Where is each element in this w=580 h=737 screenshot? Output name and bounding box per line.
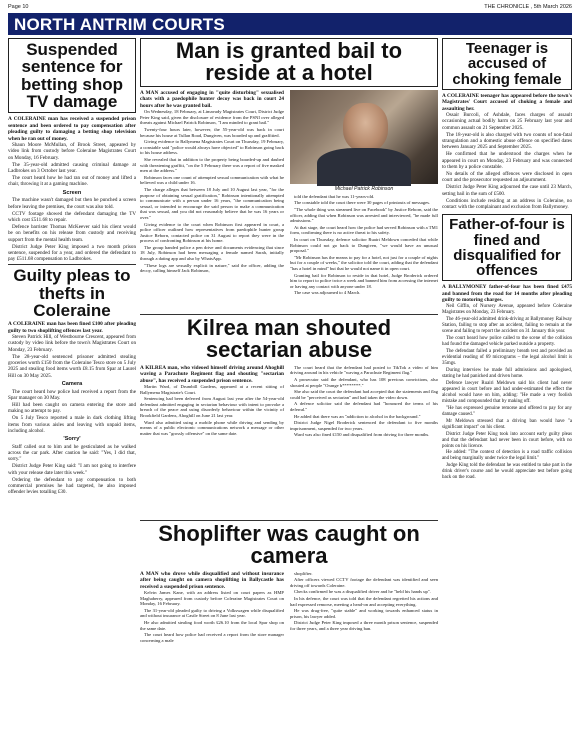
headline: Man is granted bail to reside at a hotel (175, 38, 403, 86)
article-body (290, 194, 438, 297)
paragraph: Kelvin James Kane, with an address listed on court papers as HMP Maghaberry, appeared from custody before Coleraine Magistrates Court on Monday, 16 February. (140, 589, 284, 607)
paragraph: The court heard how police had received a report from the Spar manager on 30 May. (8, 388, 136, 401)
paragraph: District Judge Peter King adjourned the case until 23 March, setting bail in the sum of £500. (442, 184, 572, 197)
paragraph: During interview he made full admissions and apologised, stating he had panicked and driven home. (442, 367, 572, 379)
paragraph: told the defendant that he was 11-years-old. (294, 193, 375, 199)
paragraph: After officers viewed CCTV footage the defendant was identified and seen driving off towards Coleraine. (290, 577, 438, 588)
paper-dateline: THE CHRONICLE , 5th March 2026 (484, 4, 572, 10)
standfirst-text: A COLERAINE man has been fined £100 after pleading guilty to two shoplifting offences last year. (8, 321, 136, 334)
paragraph: District Judge Peter King imposed a two month prison sentence, suspended for a year, and ordered the defendant to pay £511.68 compensation to Ladbrokes. (8, 243, 136, 263)
article-body (140, 109, 284, 274)
paragraph: A defence solicitor said the defendant had "honoured the terms of his deferral." (290, 401, 438, 412)
article-body (442, 304, 572, 482)
paragraph: "He has expressed genuine remorse and offered to pay for any damage caused." (442, 405, 572, 417)
divider (8, 264, 136, 265)
headline-box (442, 38, 572, 90)
paragraph: Ordering the defendant to pay compensation to both commercial premises he had targeted, he also imposed offender levies totalling £30. (8, 476, 136, 496)
paragraph: "These logs are sexually explicit in nature," said the officer, adding the decoy, calling himself Jack Robinson, (140, 262, 284, 274)
headline-box (140, 38, 438, 87)
headline: Guilty pleas to thefts in Coleraine (13, 266, 131, 321)
standfirst-text: A MAN who drove while disqualified and without insurance after being caught on camera shoplifting in Ballycastle has received a suspended prison sentence. (140, 570, 284, 590)
paragraph: The 35-year-old admitted causing criminal damage at Ladbrokes on 3 October last year. (8, 161, 136, 174)
paragraph: The court heard how police called to the scene of the collision had found the damaged vehicle parked outside a property. (442, 335, 572, 347)
paragraph: He added that there was an "addiction to alcohol in the background." (294, 413, 421, 419)
paragraph: Conditions include residing at an address in Coleraine, no contact with the complainant and exclusion from Ballymoney. (442, 197, 572, 211)
paragraph: He confirmed that he understood the charges when he appeared in court on Monday, 23 February and was connected to them by a police constable. (442, 151, 572, 170)
paragraph: Sentencing had been deferred from August last year after the 54-year-old defendant admitted engaging in sectarian behaviour with intent to provoke a breach of the peace and using disorderly behaviour within the vicinity of Brookfield Gardens, Ahoghill on June 21 last year. (140, 396, 284, 419)
standfirst (140, 571, 284, 590)
text-column (140, 90, 284, 275)
page-header (8, 2, 572, 12)
paragraph: Twenty-four hours later, however, the 55-year-old was back in court because his house at Tullan Road, Dungiven, was boarded up and graffitied. (140, 127, 284, 138)
subheading: Camera (61, 380, 83, 387)
paragraph: Granting bail for Robinson to reside in that hotel, Judge Broderick ordered him to report to police twice a week and banned him from accessing the internet or having any contact with anyone under 18. (290, 272, 438, 289)
paragraph: The defendant failed a preliminary breath test and provided an evidential reading of 69 micrograms – the legal alcohol limit is 35mgs. (442, 348, 572, 366)
subheading: 'Sorry' (63, 435, 81, 442)
paragraph: In his defence, the court was told that the defendant regretted his actions and had expressed remorse, meeting a head-on and accepting everything. (290, 596, 438, 607)
standfirst (442, 93, 572, 112)
text-column (140, 571, 284, 645)
standfirst (8, 116, 136, 142)
paragraph: Shaun Moore McMullan, of Brook Street, appeared by video link from custody before Coleraine Magistrates Court on Monday, 16 February. (8, 142, 136, 161)
paragraph: The constable told the court there were 30 pages of printouts of messages. (294, 200, 431, 206)
headline: Shoplifter was caught on camera (158, 520, 420, 569)
face-shape (343, 103, 387, 152)
paragraph: He also admitted stealing food worth £26.10 from the local Spar shop on the same date. (140, 619, 284, 631)
paragraph: Ward was also fined £150 and disqualified from driving for three months. (294, 432, 430, 438)
paragraph: Giving evidence to the court when Robinson first appeared in court, a police officer outlined how representatives from paedophile hunter group Justice Reborn, contacted police on 31 August to report they were in the process of confronting Robinson at his home. (140, 221, 284, 244)
page-number: Page 10 (8, 4, 29, 10)
text-column (140, 365, 284, 438)
paragraph: "Mr Robinson has the means to pay for a hotel, not just for a couple of nights but for a couple of weeks," the solicitor told the court, adding that the defendant "has a hotel in mind" but that he would not name it in open court. (290, 254, 438, 271)
paragraph: CCTV footage showed the defendant damaging the TV which cost £511.68 to repair. (8, 210, 136, 223)
standfirst (8, 321, 136, 334)
shirt-shape (317, 148, 412, 186)
paragraph: Steven Patrick Hill, of Westbourne Crescent, appeared from custody by video link before the town's Magistrates Court on Monday, 23 February. (8, 334, 136, 353)
article-body (140, 384, 284, 436)
standfirst (442, 284, 572, 303)
paragraph: The 31-year-old pleaded guilty to driving a Volkswagen while disqualified and without insurance at Castle Street on 8 June last year. (140, 607, 284, 619)
paragraph: The 18-year-old is also charged with two counts of non-fatal strangulation and a domestic abuse offence on specified dates between January 2025 and September 2025. (442, 131, 572, 151)
headline-box (8, 38, 136, 113)
standfirst-text: A MAN accused of engaging in "quite disturbing" sexualised chats with a paedophile hunter decoy was back in court 24 hours after he was granted bail. (140, 89, 284, 109)
paragraph: Staff called out to him and he gesticulated as he walked across the car park. After caution he said: "Yes, I did that, sorry." (8, 443, 136, 463)
article-block (140, 90, 438, 312)
standfirst-text: A COLERAINE teenager has appeared before the town's Magistrates' Court accused of choking a female and assaulting her. (442, 92, 572, 112)
paragraph: The 28-year-old sentenced prisoner admitted stealing groceries worth £150 from the Coleraine Tesco store on 5 July 2025 and stealing food items worth £8.15 from Spar at Laurel Hill on 30 May 2025. (8, 353, 136, 379)
paragraph: He added: "The context of detection is a road traffic collision and being marginally under twice the legal limit." (442, 450, 572, 462)
paragraph: District Judge Peter King imposed a three month prison sentence, suspended for three years, and a three year driving ban. (290, 620, 438, 631)
headline: Kilrea man shouted sectarian abuse (186, 314, 392, 363)
left-column (8, 38, 136, 732)
article-body (8, 142, 136, 262)
paragraph: Giving evidence to Ballymena Magistrates Court on Thursday, 19 February, a constable said "police would always have objected" to Robinson going back to his house address. (140, 139, 284, 156)
paragraph: Judge King told the defendant he was entitled to take part in the drink driver's course and he would appreciate test before going back on the road. (442, 463, 572, 481)
defendant-photo (290, 90, 438, 184)
section-banner (8, 13, 572, 35)
paragraph: District Judge Nigel Broderick sentenced the defendant to five months imprisonment, suspended for two years. (290, 420, 438, 431)
photo-caption: Michael Patrick Robinson (334, 185, 394, 192)
paragraph: Ward also admitted using a mobile phone while driving and sending by means of a public electronic communications network a message or other matter that was "grossly offensive" on the same date. (140, 419, 284, 436)
article-body (290, 365, 438, 439)
paragraph: The case was adjourned to 4 March. (294, 290, 361, 296)
article-block (140, 365, 438, 518)
section-title: NORTH ANTRIM COURTS (14, 15, 225, 34)
article-body (290, 571, 438, 633)
paragraph: Mr Meldown stressed that a driving ban would have "a significant impact" on his client. (442, 418, 572, 430)
subheading: Screen (62, 189, 82, 196)
paragraph: shoplifter. (294, 570, 313, 576)
article-body (8, 334, 136, 495)
paragraph: At that stage, the court heard how the police had served Robinson with a TM1 form, confirming there is no active threat to his safety. (290, 224, 438, 236)
paragraph: District Judge Peter King took into account early guilty pleas and that the defendant had never been in court before, with no points on his licence. (442, 431, 572, 449)
paragraph: A prosecutor said the defendant, who has 108 previous convictions, also shouted at people "Orange b********." (290, 376, 438, 388)
paragraph: The court heard how he had ran out of money and lifted a chair, throwing it at a gaming machine. (8, 175, 136, 188)
paragraph: He was drug-free, "quite stable" and working towards enhanced status in prison, his lawyer added. (290, 608, 438, 619)
headline: Teenager is accused of choking female (452, 40, 562, 88)
paragraph: Neil Giffin, of Nursery Avenue, appeared before Coleraine Magistrates on Monday, 23 February. (442, 303, 572, 315)
paragraph: Defence barrister Thomas McKeever said his client would be on benefits on his release from custody and receiving support from the mental health team. (8, 224, 136, 243)
paragraph: The 46-year-old admitted drink-driving at Ballymoney Railway Station, failing to stop after an accident, failing to remain at the scene and failing to report the accident on 31 January this year. (442, 316, 572, 334)
paragraph: Defence lawyer Ruairi Meldown said his client had never appeared in court before and had under-estimated the effect the alcohol would have on him, adding: "He made a very foolish mistake and compounded that by making off. (442, 380, 572, 404)
standfirst-text: A COLERAINE man has received a suspended prison sentence and been ordered to pay compensation after pleading guilty to damaging a betting shop television when he ran out of money. (8, 116, 136, 142)
paragraph: On 5 July Tesco reported a male in dark clothing lifting items from various aisles and leaving with unpaid items, including alcohol. (8, 415, 136, 434)
paragraph: Martin Ward, of Drumbill Gardens, appeared at a recent sitting of Ballymena Magistrate's Court. (140, 384, 284, 395)
article-body (140, 590, 284, 643)
paragraph: The court heard how police had received a report from the store manager concerning a male (140, 632, 284, 643)
headline-box (442, 214, 572, 281)
paragraph: She also said the court the defendant had accepted that the statements and flag could be "perceived as sectarian" and had taken the video down. (290, 389, 438, 400)
paragraph: Robinson faces one count of attempted sexual communication with what he believed was a child under 16. (140, 174, 284, 186)
standfirst-text: A BALLYMONEY father-of-four has been fined £475 and banned from the road for 14 months after pleading guilty to motoring charges. (442, 284, 572, 304)
standfirst (140, 365, 284, 384)
paragraph: The charge alleges that between 18 July and 10 August last year, "for the purpose of obtaining sexual gratification," Robinson intentionally attempted to communicate with a person under 16 years, "the communication being sexual, or intended to encourage the said person to make a communication that was sexual, and you did not reasonably believe that he was 16 years or over." (140, 186, 284, 220)
headline: Father-of-four is fined and disqualified for offences (449, 216, 565, 280)
paragraph: On Wednesday, 18 February, at Limavady Magistrates Court, District Judge Peter King said, given the disclosure of evidence from the PSNI over alleged threats against Michael Patrick Robinson, "I am minded to grant bail." (140, 109, 284, 126)
paragraph: District Judge Peter King said: "I am not going to interfere with your release date later this week." (8, 463, 136, 476)
paragraph: Checks confirmed he was a disqualified driver and he "held his hands up". (294, 589, 431, 595)
paragraph: The machine wasn't damaged but then he punched a screen before leaving the premises, the court was also told. (8, 197, 136, 210)
paragraph: No details of the alleged offences were disclosed in open court and the prosecutor requested an adjournment. (442, 171, 572, 184)
paragraph: She revealed that in addition to the property being boarded-up and daubed with threatening graffiti, "on the 5 February there was a report of five masked men at the address." (140, 156, 284, 174)
paragraph: Ossair Burcoli, of Ashdale, faces charges of assault occasioning actual bodily harm on 25 February last year and common assault on 21 September 2025. (442, 112, 572, 131)
standfirst-text: A KILREA man, who videoed himself driving around Ahoghill waving a Parachute Regiment flag and shouting "sectarian abuse", has received a suspended prison sentence. (140, 364, 284, 384)
standfirst (140, 90, 284, 109)
headline: Suspended sentence for betting shop TV damage (21, 40, 123, 111)
paragraph: "The whole thing was streamed live on Facebook" by Justice Reborn, said the officer, adding that when Robinson was arrested and interviewed, "he made full admissions." (290, 207, 438, 224)
article-body (442, 112, 572, 210)
center-column (140, 38, 438, 732)
paragraph: Hill had been caught on camera entering the store and making no attempt to pay. (8, 401, 136, 415)
right-column (442, 38, 572, 732)
paragraph: The court heard that the defendant had posted to TikTok a video of him driving around in his vehicle "waving a Parachute Regiment flag." (290, 364, 438, 376)
paragraph: The group handed police a pen drive and documents evidencing that since 18 July, Robinson had been messaging a female named Sarah, initially through a dating app and also by WhatsApp. (140, 244, 284, 262)
article-block (140, 571, 438, 711)
paragraph: In court on Thursday, defence solicitor Ruairi Meldown conceded that while Robinson could not go back to Dungiven, "we would have an unusual proposal." (290, 237, 438, 254)
